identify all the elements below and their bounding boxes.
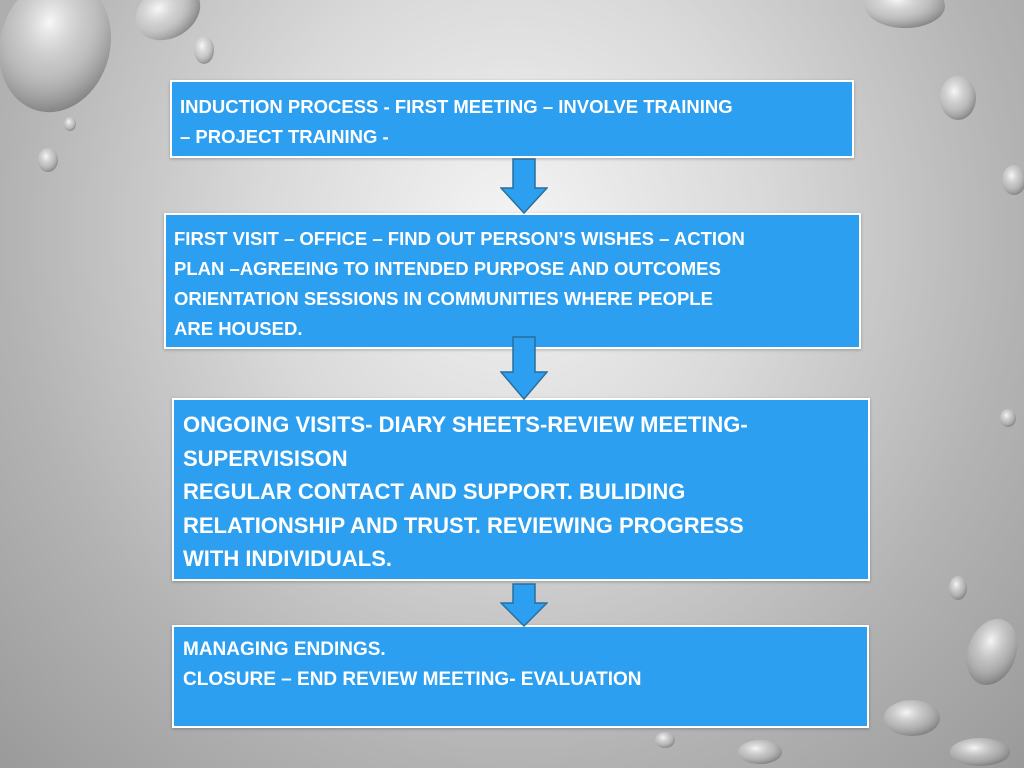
step-text-line: INDUCTION PROCESS - FIRST MEETING – INVOLVE TRAINING — [180, 96, 733, 117]
down-arrow-icon — [500, 158, 548, 214]
step-text-line: MANAGING ENDINGS. — [183, 639, 386, 660]
step-text-line: REGULAR CONTACT AND SUPPORT. BULIDING — [183, 479, 686, 504]
droplet — [738, 740, 782, 764]
step-text-line: – PROJECT TRAINING - — [180, 126, 389, 147]
droplet — [950, 738, 1010, 766]
step-box-ongoing-visits — [172, 398, 870, 581]
droplet — [655, 732, 675, 748]
step-box-first-visit — [164, 213, 861, 349]
step-text-line: PLAN –AGREEING TO INTENDED PURPOSE AND OUTCOMES — [174, 258, 721, 279]
droplet — [1002, 165, 1024, 195]
droplet — [0, 0, 126, 125]
droplet — [940, 76, 976, 120]
step-text-line: ORIENTATION SESSIONS IN COMMUNITIES WHERE PEOPLE — [174, 288, 713, 309]
droplet — [64, 117, 76, 131]
step-box-induction — [170, 80, 854, 158]
droplet — [194, 36, 214, 64]
step-text-line: ARE HOUSED. — [174, 318, 303, 339]
droplet — [949, 576, 967, 600]
step-text-line: SUPERVISISON — [183, 445, 348, 471]
droplet — [958, 612, 1024, 692]
step-box-managing-endings — [172, 625, 869, 728]
droplet — [865, 0, 945, 28]
step-text-line: WITH INDIVIDUALS. — [183, 546, 392, 571]
step-text-line: ONGOING VISITS- DIARY SHEETS-REVIEW MEETING- — [183, 412, 748, 437]
down-arrow-icon — [500, 336, 548, 400]
step-text-line: CLOSURE – END REVIEW MEETING- EVALUATION — [183, 669, 642, 690]
droplet — [1000, 409, 1016, 427]
down-arrow-icon — [500, 583, 548, 627]
step-text-line: RELATIONSHIP AND TRUST. REVIEWING PROGRESS — [183, 512, 744, 538]
droplet — [38, 148, 58, 172]
droplet — [884, 700, 940, 736]
step-text-line: FIRST VISIT – OFFICE – FIND OUT PERSON’S WISHES – ACTION — [174, 228, 745, 249]
